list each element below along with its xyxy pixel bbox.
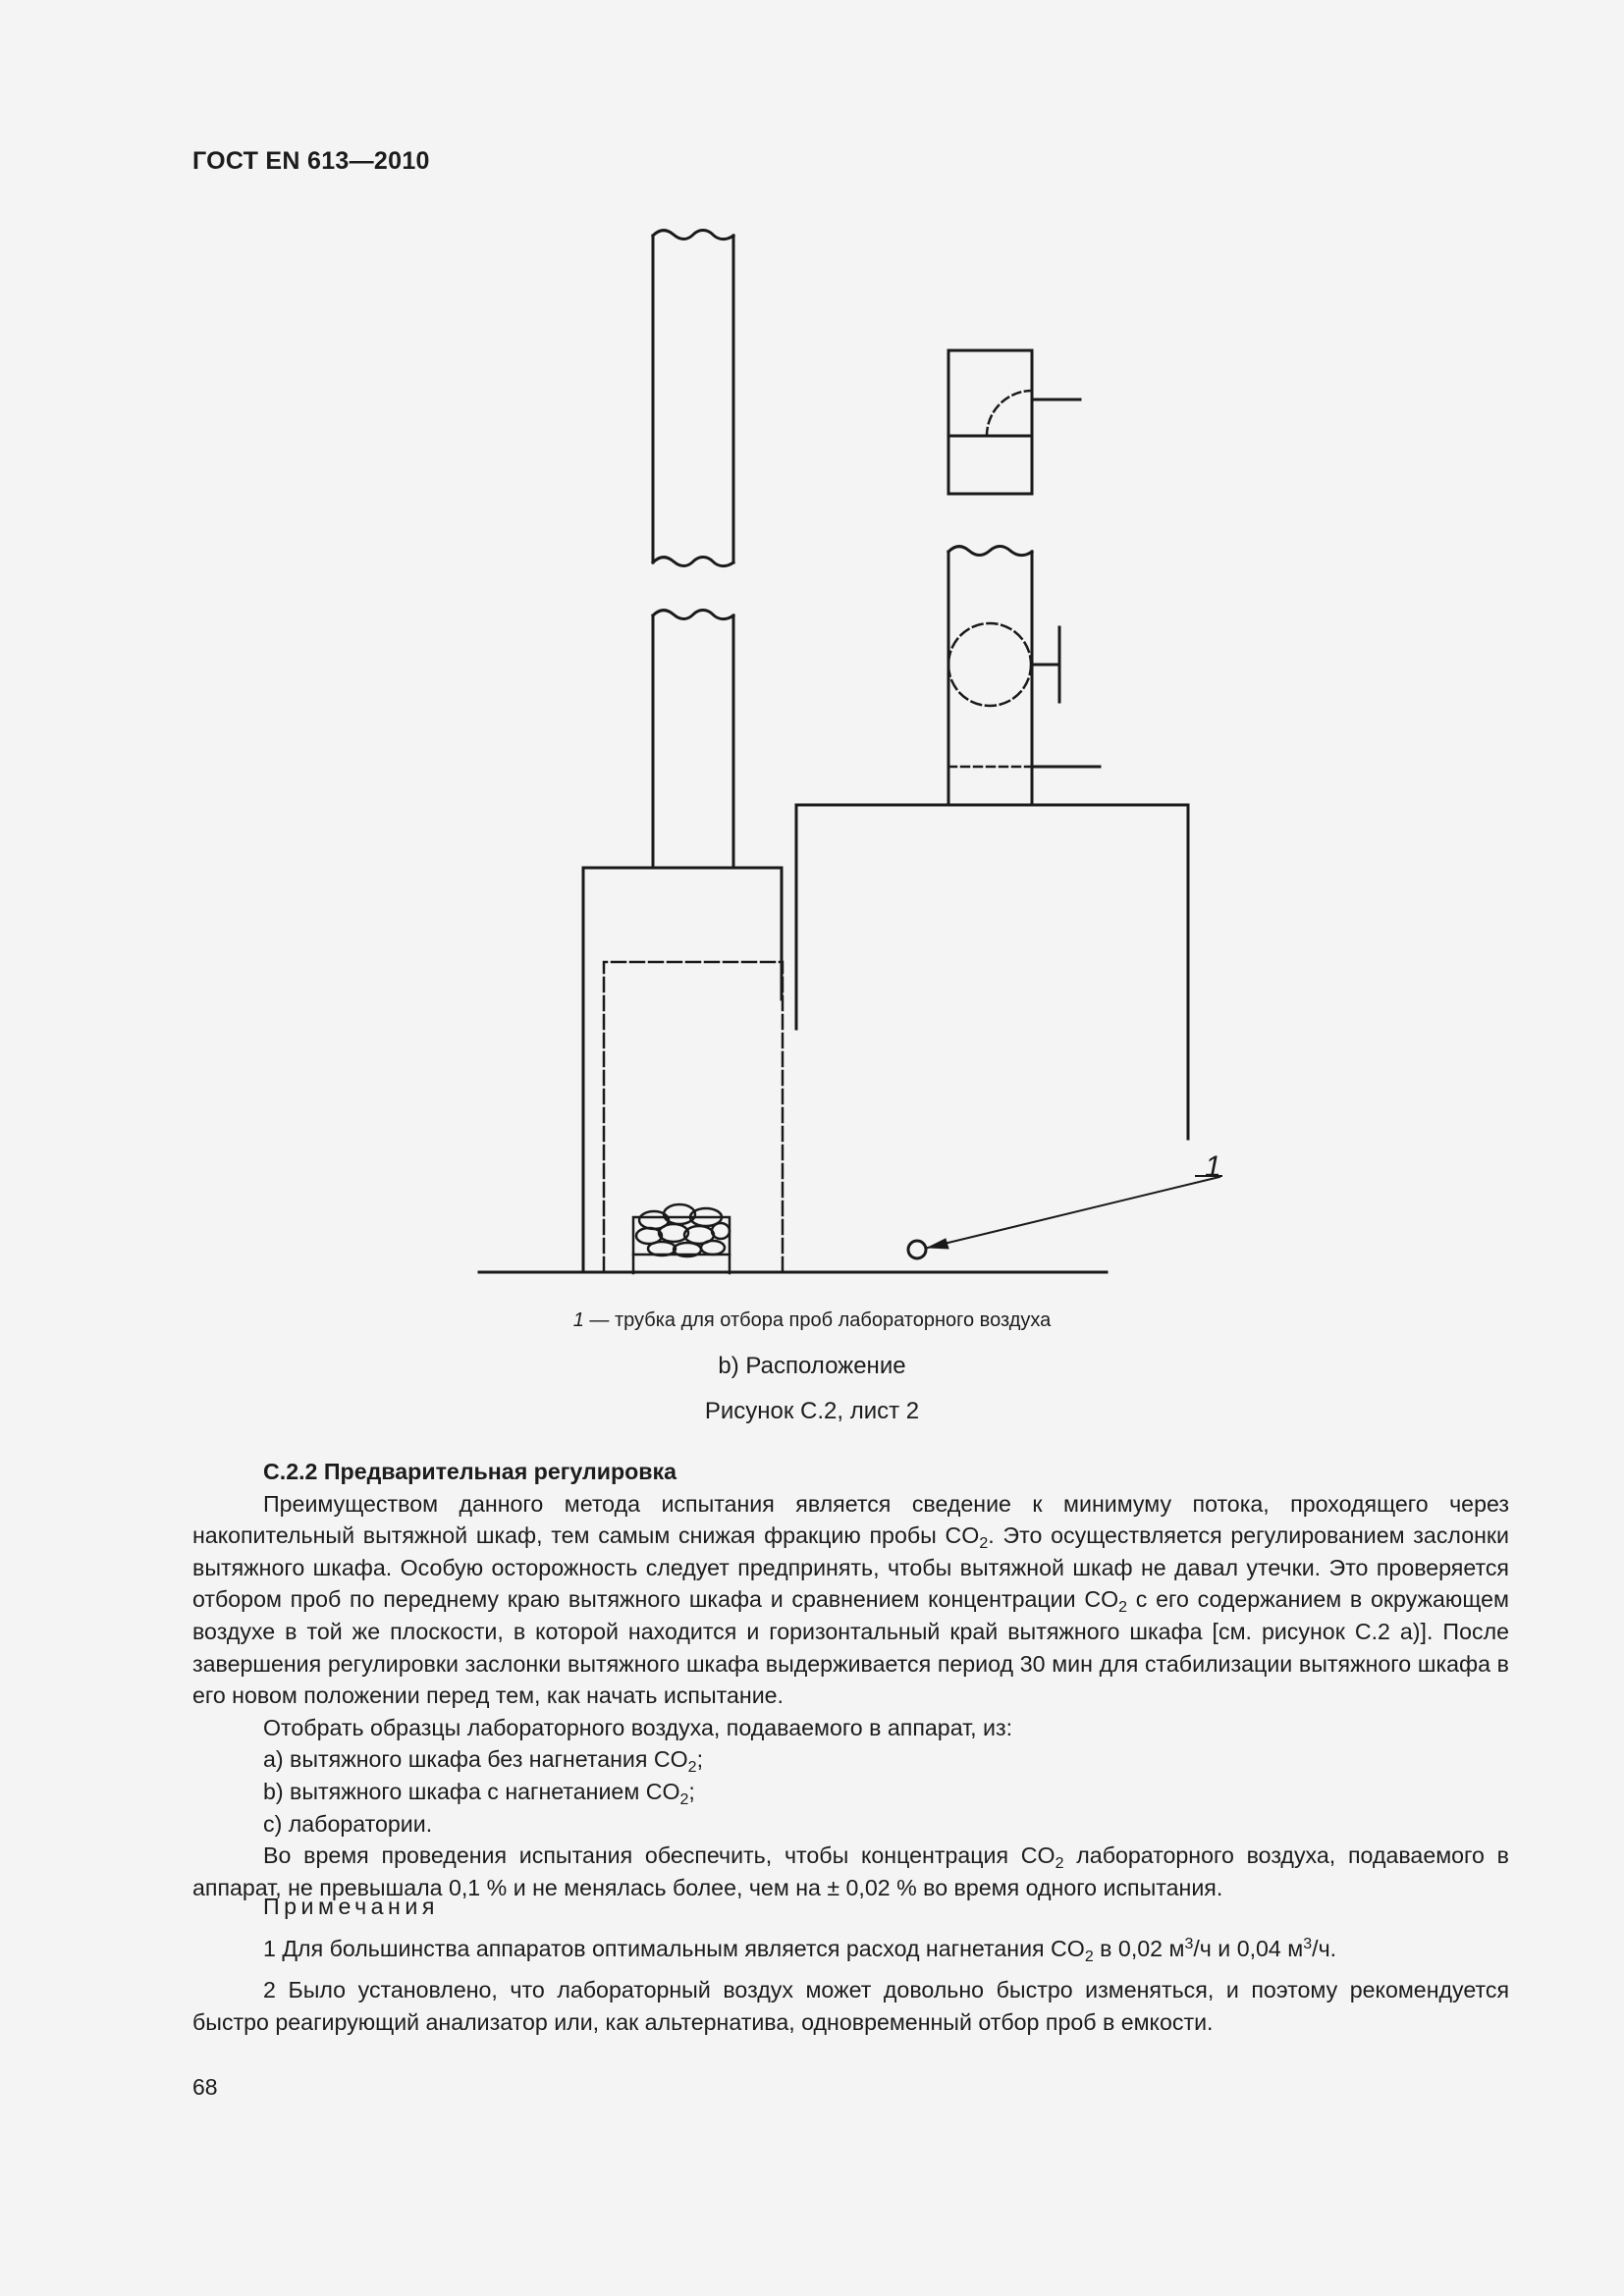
note-2: 2 Было установлено, что лабораторный воздух может довольно быстро изменяться, и поэтому рекомендуется быстро реагирующий анализатор или, как альтернатива, одновременный отбор проб в емкости. (192, 1977, 1509, 2035)
hood-duct-lower (948, 547, 1100, 806)
paragraph-1: Преимуществом данного метода испытания является сведение к минимуму потока, проходящего через накопительный вытяжной шкаф, тем самым снижая фракцию пробы $CO_2$. Это осуществляется регулированием заслонки вытяжного шкафа. Особую осторожность следует предпринять, чтобы вытяжной шкаф не давал утечки. Это проверяется отбором проб по переднему краю вытяжного шкафа и сравнением концентрации $CO_2$ с его содержанием в окружающем воздухе в той же плоскости, в которой находится и горизонтальный край вытяжного шкафа [см. рисунок С.2 a)]. После завершения регулировки заслонки вытяжного шкафа выдерживается период 30 мин для стабилизации вытяжного шкафа в его новом положении перед тем, как начать испытание. (192, 1490, 1509, 1709)
section-c22 (192, 1456, 1509, 1903)
paragraph-3: Во время проведения испытания обеспечить, чтобы концентрация $CO_2$ лабораторного воздуха, подаваемого в аппарат, не превышала 0,1 % и не менялась более, чем на ± 0,02 % во время одного испытания. (192, 1842, 1509, 1900)
section-heading: С.2.2 Предварительная регулировка (263, 1459, 677, 1484)
figure-title: Рисунок С.2, лист 2 (704, 1398, 920, 1424)
callout-number: 1 (1205, 1150, 1221, 1183)
legend-number: 1 (572, 1309, 584, 1331)
legend-text: — трубка для отбора проб лабораторного воздуха (589, 1309, 1052, 1331)
document-header: ГОСТ EN 613—2010 (192, 147, 430, 175)
figure-subcaption: b) Расположение (718, 1353, 906, 1379)
left-chimney-upper (653, 231, 733, 566)
paragraph-2: Отобрать образцы лабораторного воздуха, подаваемого в аппарат, из: (263, 1714, 1013, 1740)
note-1: 1 Для большинства аппаратов оптимальным является расход нагнетания $CO_2$ в 0,02 $м^3/ч$ и 0,04 $м^3/ч$. (263, 1935, 1337, 1965)
fuel-basket (633, 1204, 730, 1273)
appliance-body (583, 868, 783, 1271)
notes-heading: Примечания (263, 1894, 439, 1919)
extraction-hood (796, 805, 1188, 1139)
figure-legend (0, 1309, 1624, 1332)
list-item: b) вытяжного шкафа с нагнетанием $CO_2$; (263, 1778, 695, 1808)
hood-duct-upper (948, 350, 1080, 494)
left-chimney-lower (653, 611, 733, 869)
notes-block (192, 1891, 1509, 2048)
list-item: c) лаборатории. (263, 1810, 433, 1837)
page-number: 68 (192, 2074, 218, 2100)
sampling-tube (908, 1176, 1221, 1258)
list-item: a) вытяжного шкафа без нагнетания $CO_2$; (263, 1746, 704, 1777)
